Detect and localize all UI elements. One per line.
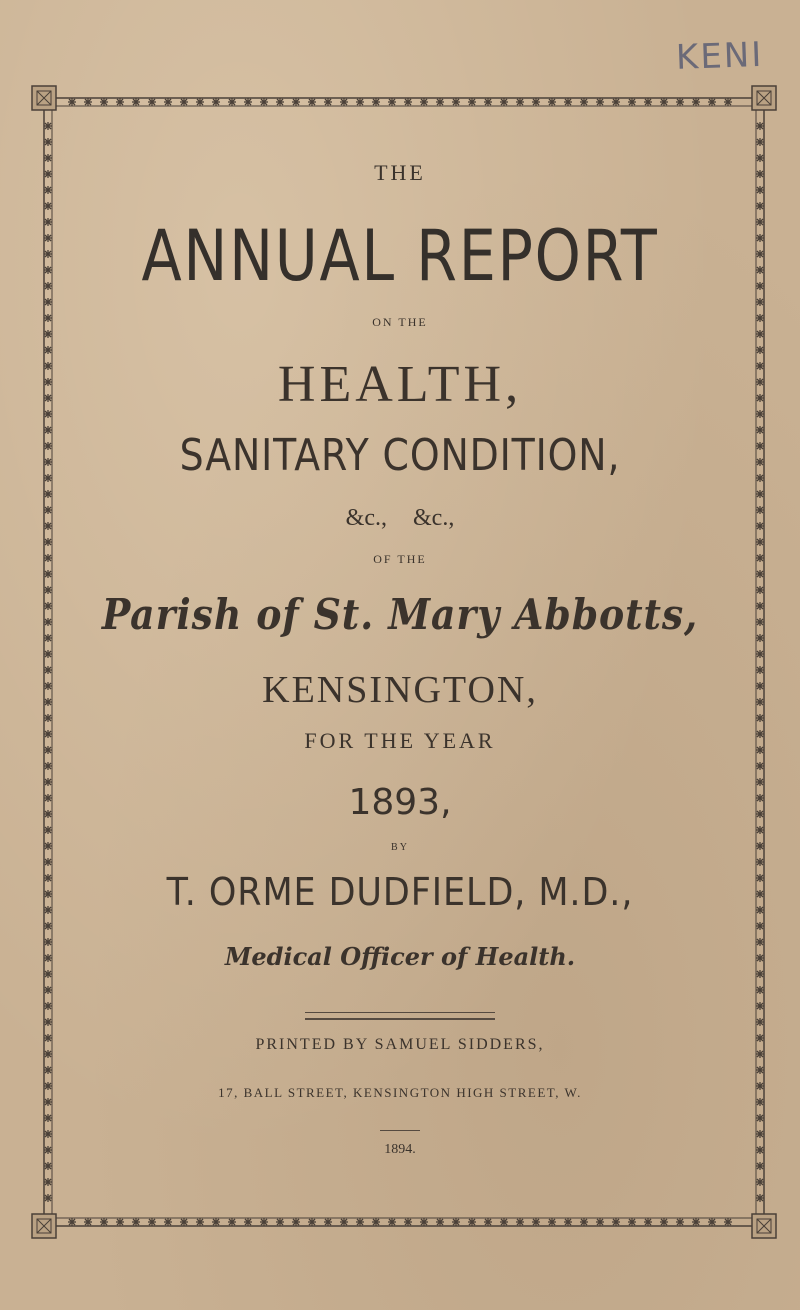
border-sprig-ornament	[44, 890, 52, 898]
border-sprig-ornament	[44, 442, 52, 450]
title-year: 1893,	[348, 782, 452, 823]
border-sprig-ornament	[44, 698, 52, 706]
border-sprig-ornament	[756, 890, 764, 898]
border-sprig-ornament	[44, 362, 52, 370]
border-sprig-ornament	[44, 122, 52, 130]
title-etc: &c., &c.,	[345, 505, 455, 531]
border-sprig-ornament	[44, 1114, 52, 1122]
border-sprig-ornament	[756, 250, 764, 258]
border-sprig-ornament	[756, 266, 764, 274]
border-sprig-ornament	[756, 1018, 764, 1026]
border-sprig-ornament	[44, 954, 52, 962]
border-sprig-ornament	[44, 522, 52, 530]
border-sprig-ornament	[756, 138, 764, 146]
border-sprig-ornament	[44, 1082, 52, 1090]
border-sprig-ornament	[44, 458, 52, 466]
title-kensington: KENSINGTON,	[262, 669, 538, 711]
border-sprig-ornament	[756, 826, 764, 834]
printer-address: 17, BALL STREET, KENSINGTON HIGH STREET, W.	[218, 1085, 582, 1100]
title-health: HEALTH,	[277, 356, 523, 413]
border-sprig-ornament	[756, 858, 764, 866]
border-sprig-ornament	[756, 346, 764, 354]
border-sprig-ornament	[44, 186, 52, 194]
border-sprig-ornament	[756, 506, 764, 514]
author-name: T. ORME DUDFIELD, M.D.,	[166, 870, 634, 914]
title-on-the: ON THE	[372, 315, 428, 329]
border-sprig-ornament	[756, 202, 764, 210]
border-sprig-ornament	[44, 586, 52, 594]
border-sprig-ornament	[44, 1194, 52, 1202]
border-sprig-ornament	[756, 938, 764, 946]
border-sprig-ornament	[44, 490, 52, 498]
border-sprig-ornament	[44, 794, 52, 802]
border-sprig-ornament	[44, 1130, 52, 1138]
border-sprig-ornament	[756, 154, 764, 162]
border-sprig-ornament	[756, 378, 764, 386]
border-sprig-ornament	[44, 314, 52, 322]
border-sprig-ornament	[756, 442, 764, 450]
border-sprig-ornament	[756, 490, 764, 498]
border-sprig-ornament	[756, 538, 764, 546]
title-the: THE	[374, 160, 426, 185]
border-sprig-ornament	[44, 1018, 52, 1026]
border-sprig-ornament	[756, 218, 764, 226]
border-sprig-ornament	[44, 298, 52, 306]
border-sprig-ornament	[756, 634, 764, 642]
short-divider	[380, 1130, 420, 1131]
border-sprig-ornament	[756, 762, 764, 770]
border-sprig-ornament	[44, 218, 52, 226]
border-sprig-ornament	[44, 154, 52, 162]
border-sprig-ornament	[44, 938, 52, 946]
border-sprig-ornament	[44, 666, 52, 674]
border-sprig-ornament	[44, 570, 52, 578]
border-sprig-ornament	[44, 778, 52, 786]
border-sprig-ornament	[756, 1002, 764, 1010]
border-sprig-ornament	[756, 410, 764, 418]
printer-line: PRINTED BY SAMUEL SIDDERS,	[255, 1036, 545, 1053]
border-sprig-ornament	[44, 234, 52, 242]
border-sprig-ornament	[756, 922, 764, 930]
border-sprig-ornament	[756, 666, 764, 674]
border-sprig-ornament	[756, 570, 764, 578]
border-sprig-ornament	[44, 714, 52, 722]
border-sprig-ornament	[44, 538, 52, 546]
border-sprig-ornament	[756, 906, 764, 914]
border-sprig-ornament	[756, 282, 764, 290]
border-sprig-ornament	[756, 714, 764, 722]
border-sprig-ornament	[44, 330, 52, 338]
border-sprig-ornament	[756, 1098, 764, 1106]
border-sprig-ornament	[44, 762, 52, 770]
title-sanitary-condition: SANITARY CONDITION,	[179, 430, 621, 481]
border-sprig-ornament	[756, 1034, 764, 1042]
title-annual-report: ANNUAL REPORT	[141, 215, 659, 297]
border-sprig-ornament	[756, 1146, 764, 1154]
border-sprig-ornament	[44, 250, 52, 258]
border-sprig-ornament	[756, 778, 764, 786]
border-sprig-ornament	[44, 602, 52, 610]
border-sprig-ornament	[756, 810, 764, 818]
border-sprig-ornament	[756, 1114, 764, 1122]
border-sprig-ornament	[44, 858, 52, 866]
border-sprig-ornament	[44, 426, 52, 434]
border-sprig-ornament	[44, 1162, 52, 1170]
border-sprig-ornament	[756, 842, 764, 850]
border-sprig-ornament	[756, 698, 764, 706]
border-sprig-ornament	[756, 650, 764, 658]
border-sprig-ornament	[44, 394, 52, 402]
title-by: BY	[391, 842, 409, 853]
border-sprig-ornament	[44, 1002, 52, 1010]
border-sprig-ornament	[756, 298, 764, 306]
title-parish: Parish of St. Mary Abbotts,	[101, 590, 699, 639]
border-sprig-ornament	[44, 986, 52, 994]
border-sprig-ornament	[756, 170, 764, 178]
border-sprig-ornament	[756, 554, 764, 562]
border-sprig-ornament	[44, 170, 52, 178]
title-page	[60, 100, 740, 1220]
border-sprig-ornament	[756, 522, 764, 530]
border-sprig-ornament	[44, 378, 52, 386]
border-sprig-ornament	[44, 1098, 52, 1106]
border-sprig-ornament	[756, 314, 764, 322]
border-sprig-ornament	[44, 506, 52, 514]
border-sprig-ornament	[44, 138, 52, 146]
border-sprig-ornament	[756, 1162, 764, 1170]
border-sprig-ornament	[44, 682, 52, 690]
border-sprig-ornament	[756, 1178, 764, 1186]
border-sprig-ornament	[44, 474, 52, 482]
border-sprig-ornament	[44, 922, 52, 930]
border-sprig-ornament	[44, 410, 52, 418]
border-sprig-ornament	[756, 1082, 764, 1090]
border-sprig-ornament	[44, 650, 52, 658]
border-sprig-ornament	[756, 746, 764, 754]
border-sprig-ornament	[44, 826, 52, 834]
handwritten-corner-note: KENI	[675, 34, 764, 78]
border-sprig-ornament	[44, 1178, 52, 1186]
border-sprig-ornament	[756, 954, 764, 962]
title-for-the-year: FOR THE YEAR	[304, 728, 496, 753]
border-sprig-ornament	[756, 474, 764, 482]
border-sprig-ornament	[756, 1066, 764, 1074]
border-sprig-ornament	[44, 1066, 52, 1074]
border-sprig-ornament	[756, 970, 764, 978]
border-sprig-ornament	[44, 346, 52, 354]
border-sprig-ornament	[756, 682, 764, 690]
border-sprig-ornament	[756, 618, 764, 626]
border-sprig-ornament	[44, 970, 52, 978]
border-sprig-ornament	[756, 794, 764, 802]
border-sprig-ornament	[756, 122, 764, 130]
author-title: Medical Officer of Health.	[224, 942, 576, 971]
border-sprig-ornament	[756, 586, 764, 594]
border-sprig-ornament	[44, 746, 52, 754]
border-sprig-ornament	[44, 202, 52, 210]
border-sprig-ornament	[44, 1146, 52, 1154]
border-sprig-ornament	[756, 1130, 764, 1138]
border-sprig-ornament	[756, 730, 764, 738]
border-sprig-ornament	[756, 186, 764, 194]
title-of-the: OF THE	[373, 552, 427, 566]
border-sprig-ornament	[44, 554, 52, 562]
border-sprig-ornament	[756, 986, 764, 994]
border-sprig-ornament	[756, 394, 764, 402]
border-sprig-ornament	[44, 618, 52, 626]
border-sprig-ornament	[756, 330, 764, 338]
border-sprig-ornament	[44, 282, 52, 290]
border-sprig-ornament	[44, 906, 52, 914]
border-sprig-ornament	[44, 1034, 52, 1042]
border-sprig-ornament	[756, 1194, 764, 1202]
border-sprig-ornament	[44, 266, 52, 274]
border-sprig-ornament	[44, 634, 52, 642]
border-sprig-ornament	[756, 602, 764, 610]
publication-year: 1894.	[384, 1142, 416, 1157]
divider-rule	[305, 1012, 495, 1020]
border-sprig-ornament	[756, 234, 764, 242]
border-sprig-ornament	[44, 1050, 52, 1058]
border-sprig-ornament	[44, 730, 52, 738]
border-sprig-ornament	[44, 842, 52, 850]
border-sprig-ornament	[756, 362, 764, 370]
border-sprig-ornament	[756, 426, 764, 434]
border-sprig-ornament	[756, 874, 764, 882]
border-sprig-ornament	[756, 1050, 764, 1058]
border-sprig-ornament	[44, 810, 52, 818]
border-sprig-ornament	[44, 874, 52, 882]
border-sprig-ornament	[756, 458, 764, 466]
